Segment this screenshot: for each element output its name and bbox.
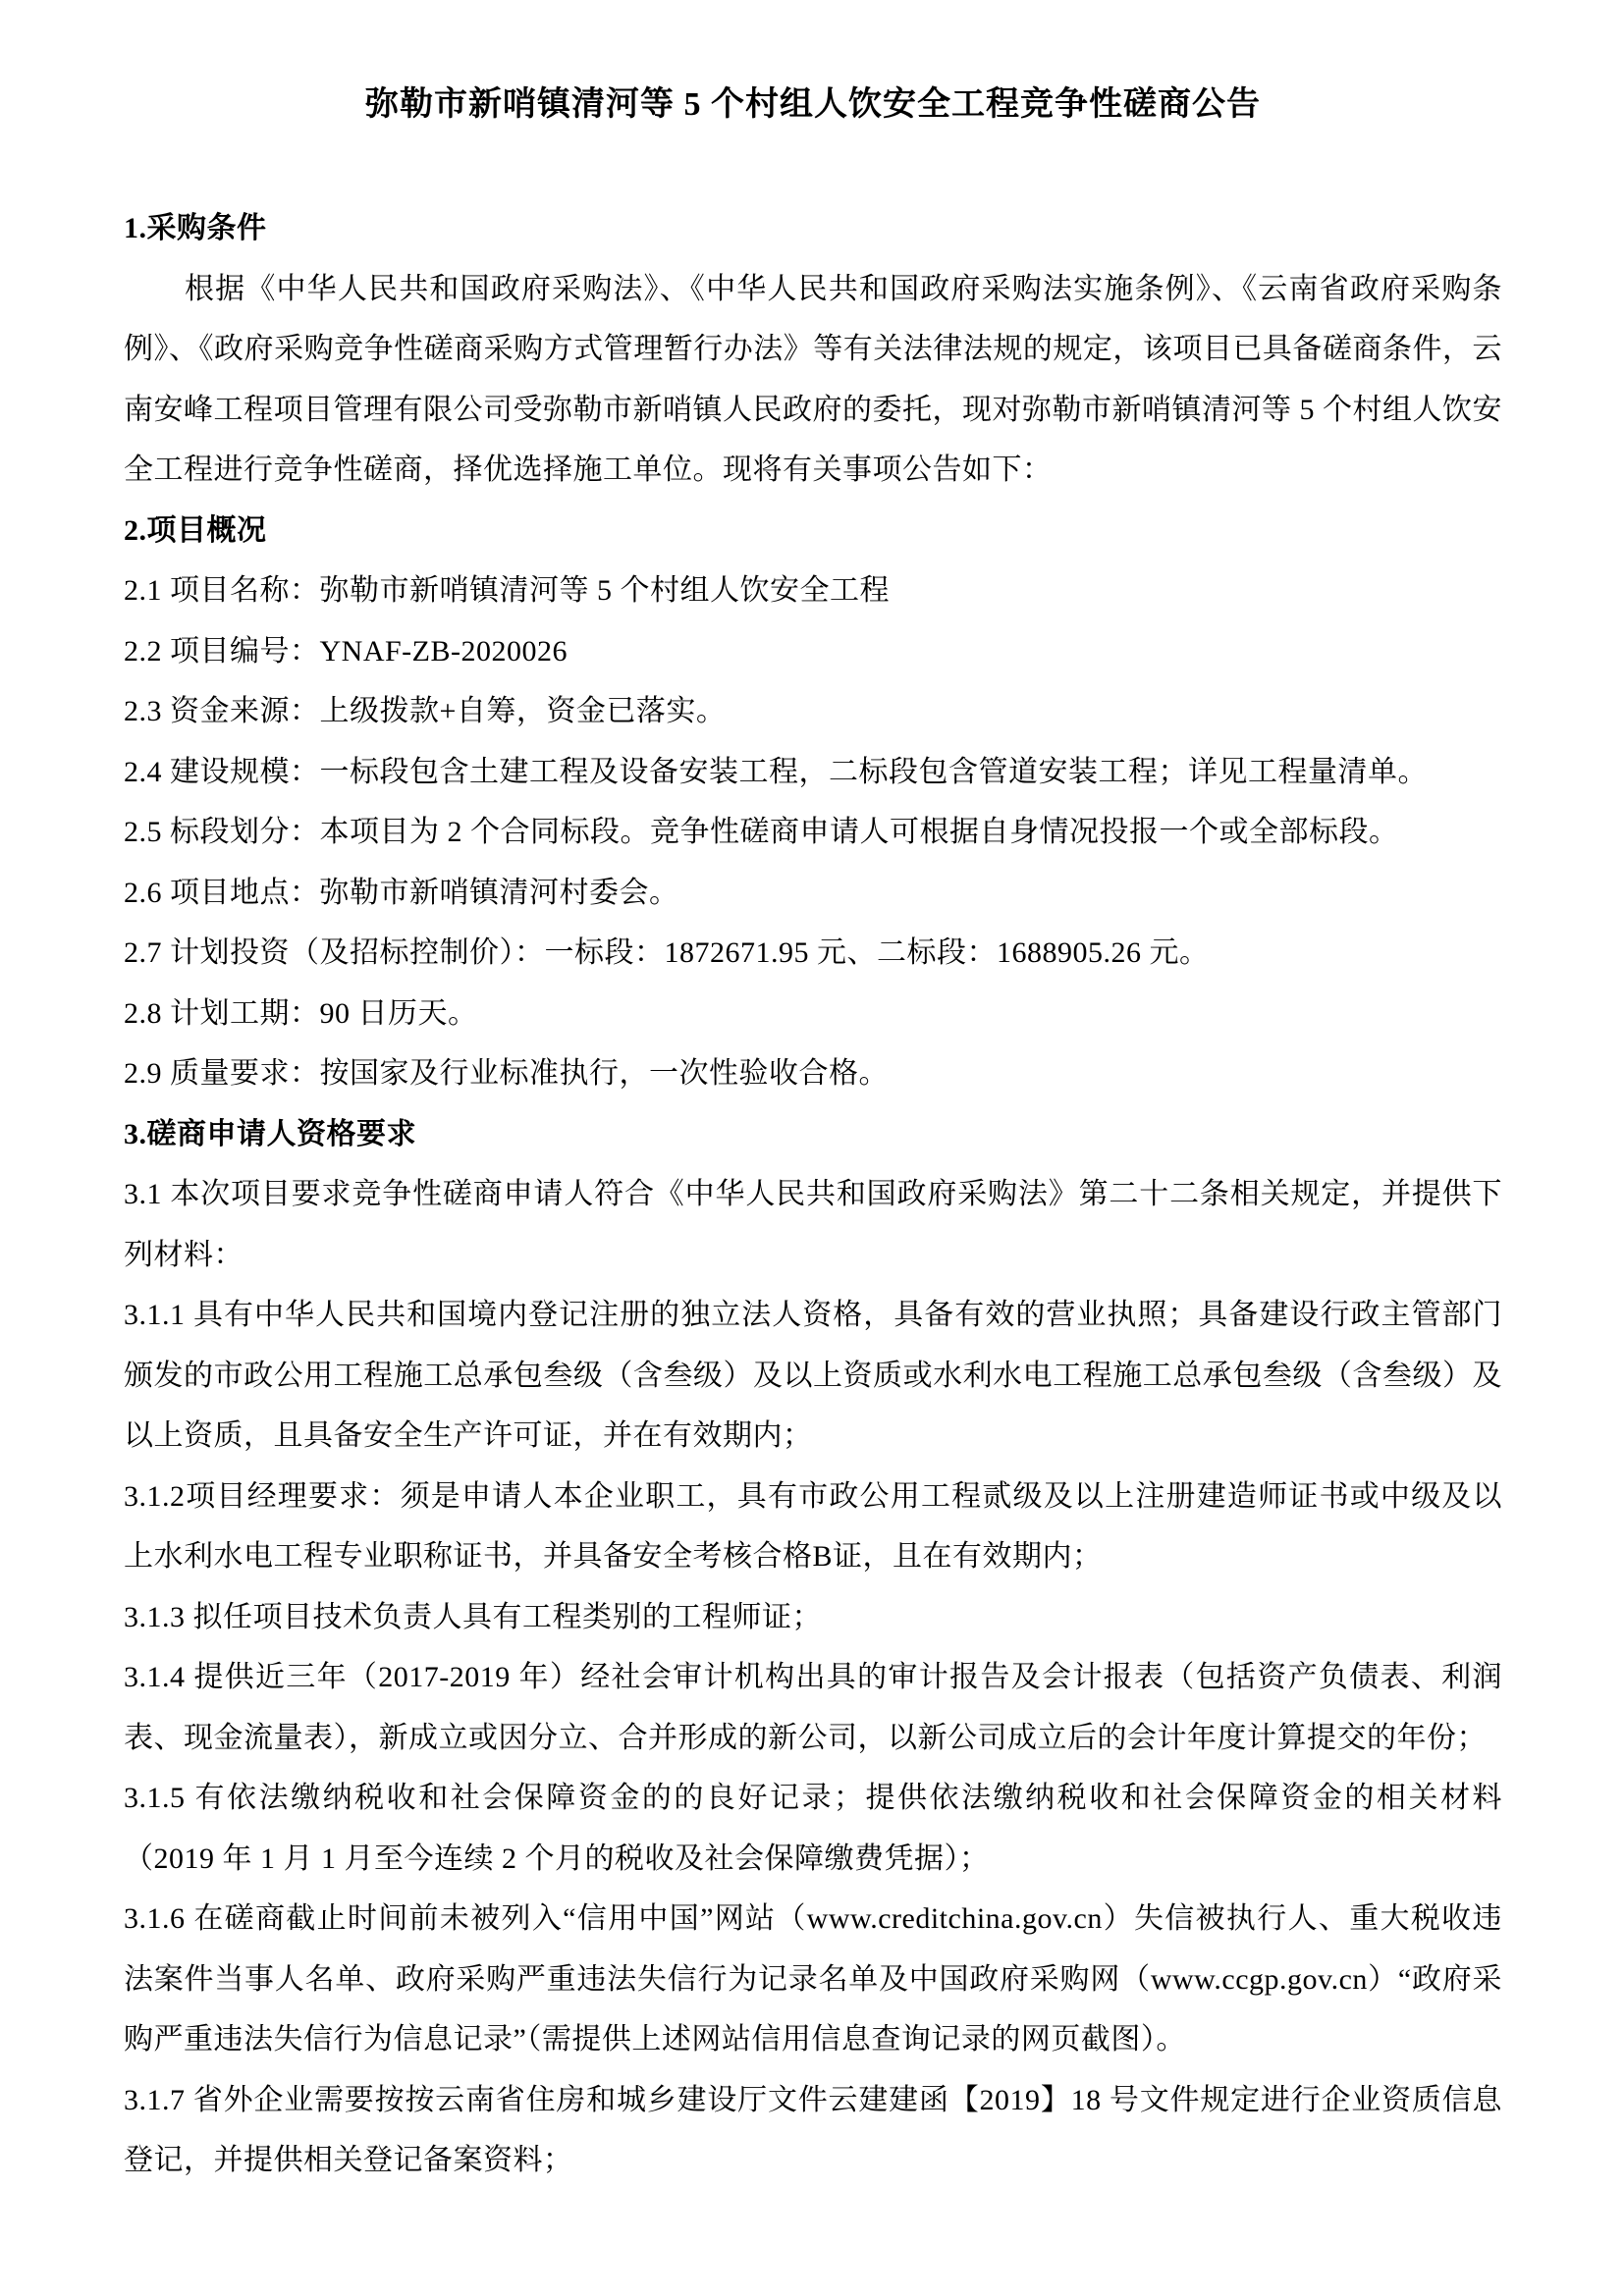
clause-3-1-7: 3.1.7 省外企业需要按按云南省住房和城乡建设厅文件云建建函【2019】18 号文件规定进行企业资质信息登记，并提供相关登记备案资料； (124, 2083, 1502, 2176)
clause-2-9: 2.9 质量要求：按国家及行业标准执行，一次性验收合格。 (124, 1057, 889, 1090)
section-3-heading: 3.磋商申请人资格要求 (124, 1117, 416, 1150)
clause-2-7: 2.7 计划投资（及招标控制价）：一标段：1872671.95 元、二标段：1688905.26 元。 (124, 936, 1210, 969)
clause-2-2: 2.2 项目编号：YNAF-ZB-2020026 (124, 634, 568, 667)
section-1-heading: 1.采购条件 (124, 212, 267, 244)
section-1-paragraph: 根据《中华人民共和国政府采购法》、《中华人民共和国政府采购法实施条例》、《云南省政府采购条例》、《政府采购竞争性磋商采购方式管理暂行办法》等有关法律法规的规定，该项目已具备磋商条件，云南安峰工程项目管理有限公司受弥勒市新哨镇人民政府的委托，现对弥勒市新哨镇清河等 5 个村组人饮安全工程进行竞争性磋商，择优选择施工单位。现将有关事项公告如下： (124, 272, 1502, 486)
clause-3-1-3: 3.1.3 拟任项目技术负责人具有工程类别的工程师证； (124, 1600, 822, 1633)
clause-2-3: 2.3 资金来源：上级拨款+自筹，资金已落实。 (124, 695, 727, 727)
clause-3-1-2: 3.1.2项目经理要求：须是申请人本企业职工，具有市政公用工程贰级及以上注册建造师证书或中级及以上水利水电工程专业职称证书，并具备安全考核合格B证，且在有效期内； (124, 1479, 1502, 1573)
clause-3-1: 3.1 本次项目要求竞争性磋商申请人符合《中华人民共和国政府采购法》第二十二条相关规定，并提供下列材料： (124, 1178, 1502, 1271)
clause-2-4: 2.4 建设规模：一标段包含土建工程及设备安装工程，二标段包含管道安装工程；详见工程量清单。 (124, 755, 1428, 788)
clause-3-1-4: 3.1.4 提供近三年（2017-2019 年）经社会审计机构出具的审计报告及会计报表（包括资产负债表、利润表、现金流量表），新成立或因分立、合并形成的新公司，以新公司成立后的会计年度计算提交的年份； (124, 1661, 1502, 1754)
section-2-heading: 2.项目概况 (124, 513, 267, 547)
clause-3-1-1: 3.1.1 具有中华人民共和国境内登记注册的独立法人资格，具备有效的营业执照；具备建设行政主管部门颁发的市政公用工程施工总承包叁级（含叁级）及以上资质或水利水电工程施工总承包叁级（含叁级）及以上资质，且具备安全生产许可证，并在有效期内； (124, 1299, 1502, 1452)
clause-2-1: 2.1 项目名称：弥勒市新哨镇清河等 5 个村组人饮安全工程 (124, 574, 890, 607)
clause-2-5: 2.5 标段划分：本项目为 2 个合同标段。竞争性磋商申请人可根据自身情况投报一个或全部标段。 (124, 816, 1399, 848)
clause-2-8: 2.8 计划工期：90 日历天。 (124, 996, 478, 1030)
clause-3-1-5: 3.1.5 有依法缴纳税收和社会保障资金的的良好记录；提供依法缴纳税收和社会保障资金的相关材料（2019 年 1 月 1 月至今连续 2 个月的税收及社会保障缴费凭据）； (124, 1782, 1502, 1875)
clause-2-6: 2.6 项目地点：弥勒市新哨镇清河村委会。 (124, 876, 679, 909)
document-title: 弥勒市新哨镇清河等 5 个村组人饮安全工程竞争性磋商公告 (365, 86, 1261, 123)
clause-3-1-6: 3.1.6 在磋商截止时间前未被列入“信用中国”网站（www.creditchina.gov.cn）失信被执行人、重大税收违法案件当事人名单、政府采购严重违法失信行为记录名单及中国政府采购网（www.ccgp.gov.cn）“政府采购严重违法失信行为信息记录”（需提供上述网站信用信息查询记录的网页截图）。 (124, 1902, 1502, 2056)
